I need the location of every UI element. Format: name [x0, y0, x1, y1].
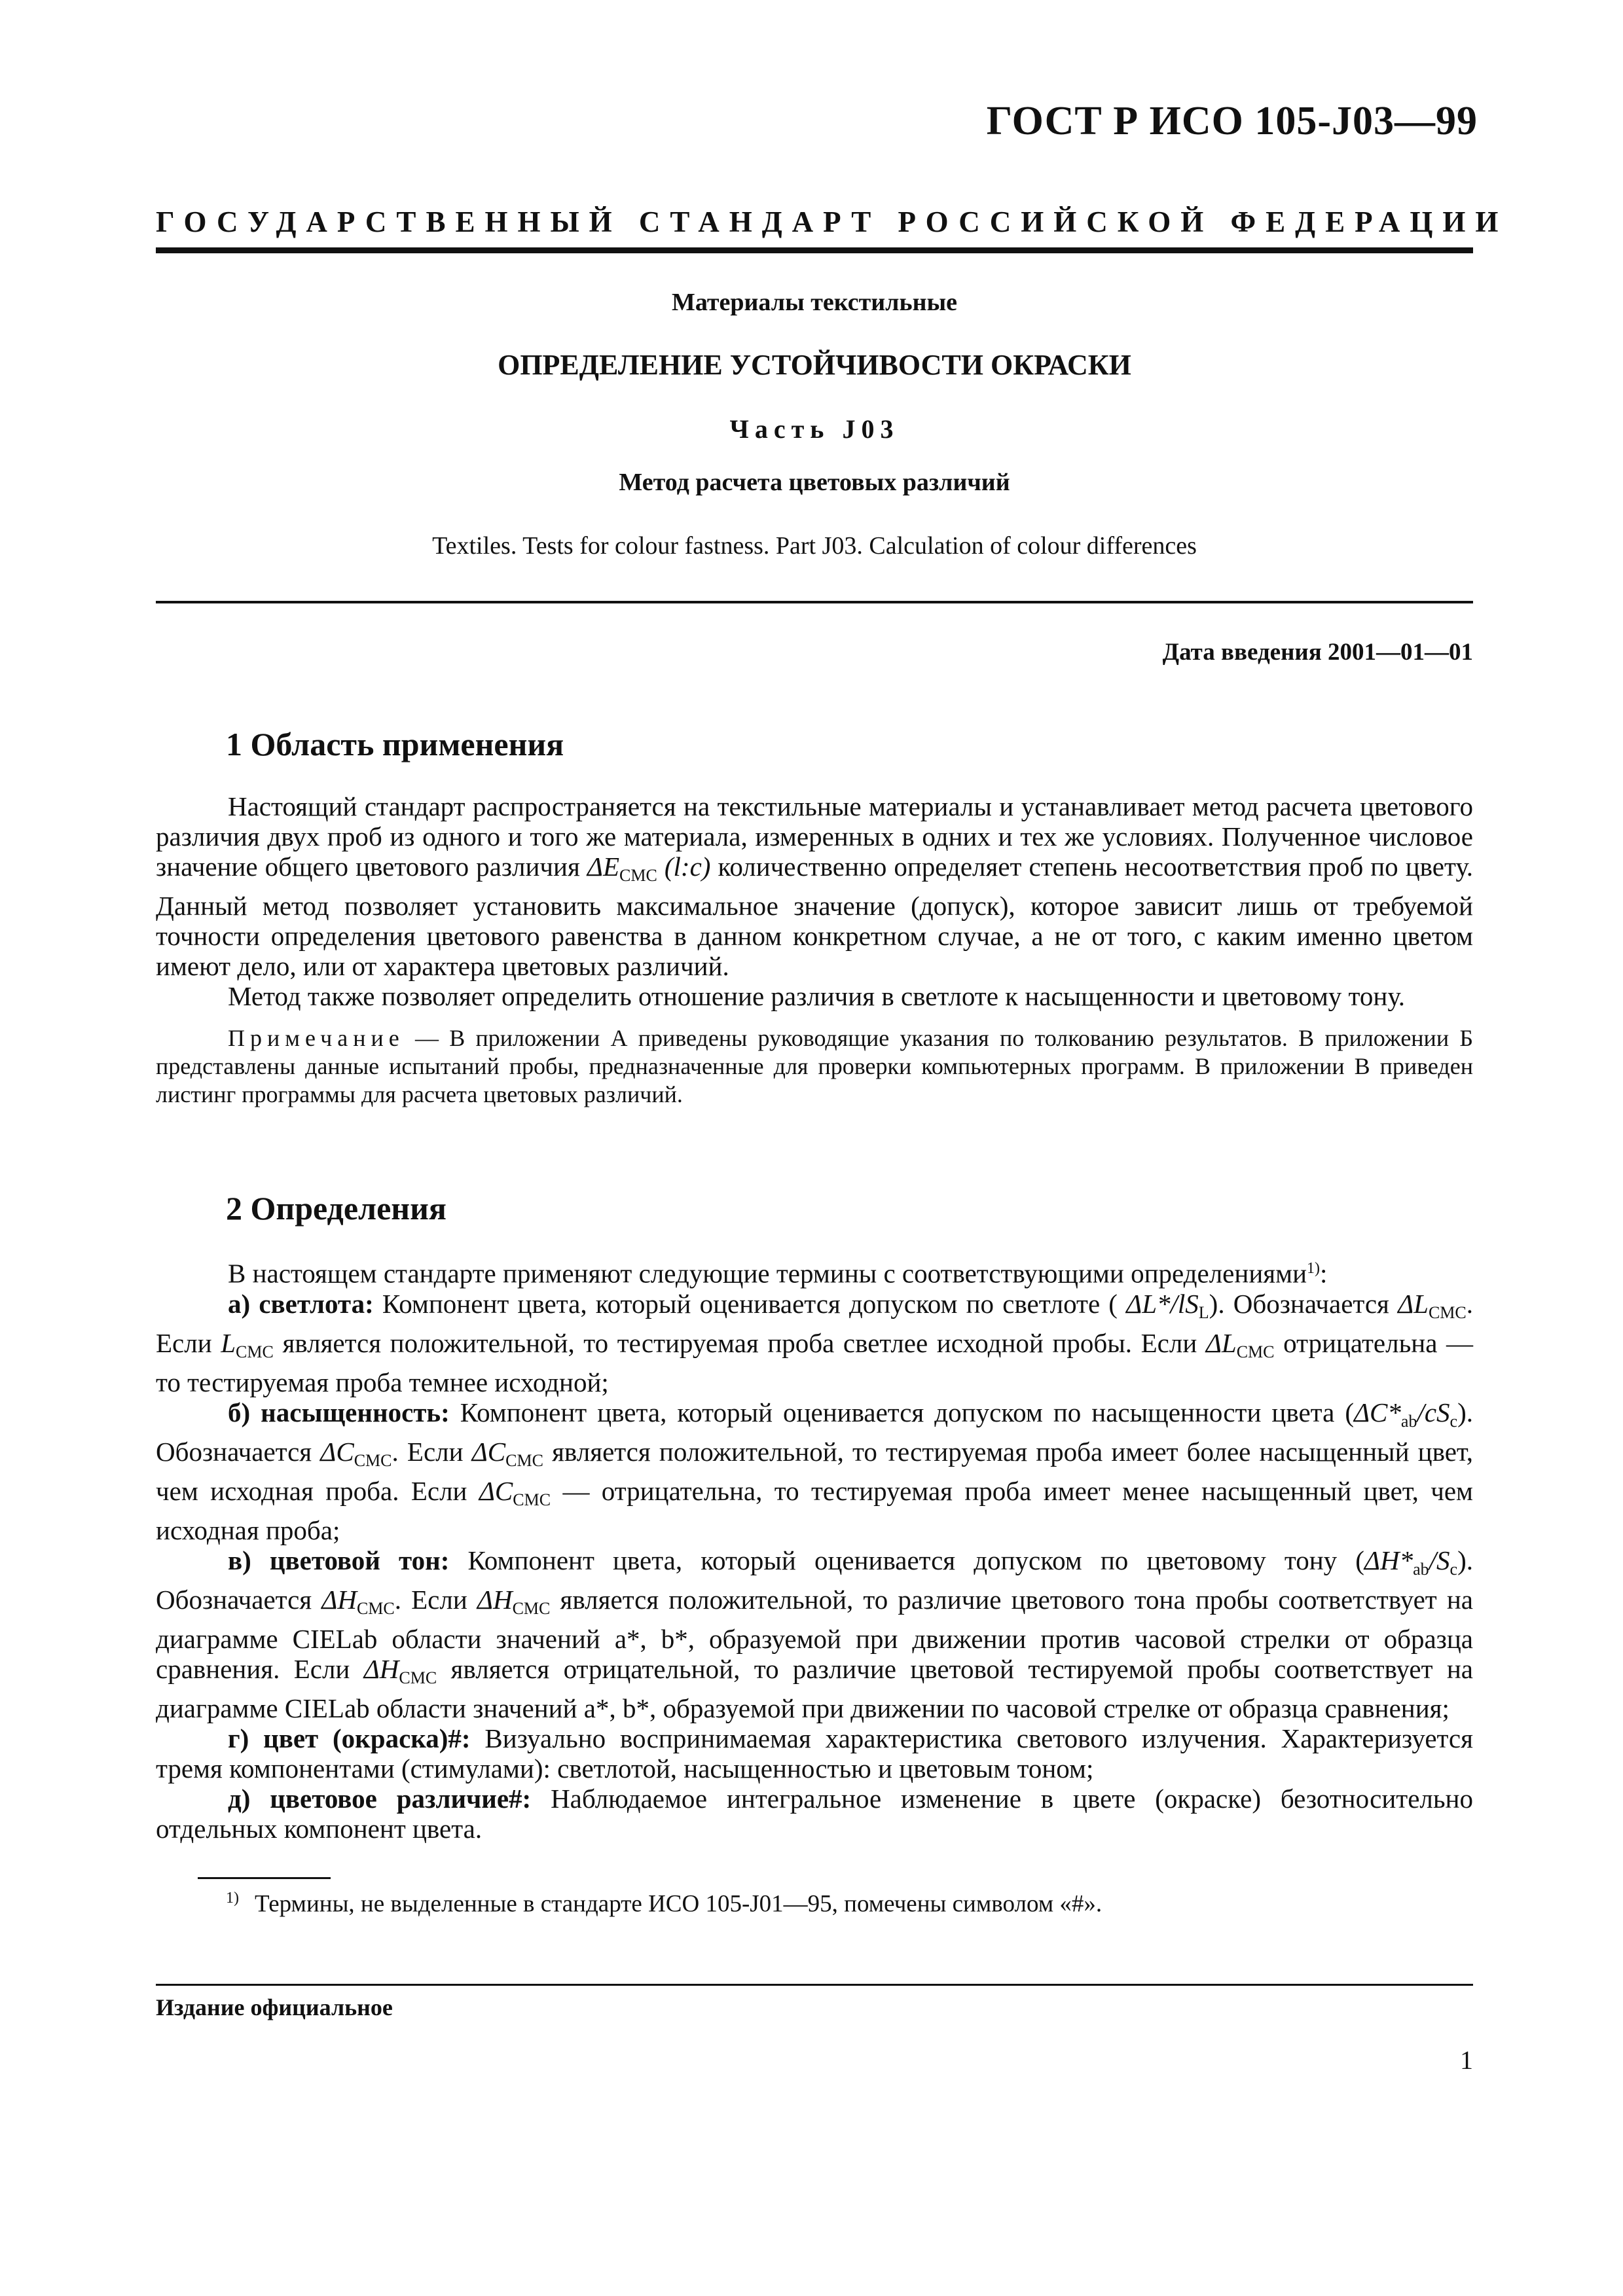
- title-subtitle: Метод расчета цветовых различий: [619, 469, 1010, 496]
- intro-date: Дата введения 2001—01—01: [1162, 639, 1473, 666]
- title-category: Материалы текстильные: [671, 289, 958, 316]
- term-chroma: б) насыщенность: Компонент цвета, который оценивается допуском по насыщенности цвета $(\Delta C*_{ab}/cS_c)$. Обозначается $\Delta C_{CMC}$. Если $\Delta C_{CMC}$ является положительной, то тестируемая проба имеет более насыщенный цвет, чем исходная проба. Если $\Delta C_{CMC}$ — отрицательна, то тестируемая проба имеет менее насыщенный цвет, чем исходная проба;: [156, 1397, 1474, 1545]
- title-rule: [156, 601, 1473, 603]
- term-lightness: а) светлота: Компонент цвета, который оценивается допуском по светлоте ( $\Delta L*/lS_L$). Обозначается $\Delta L_{CMC}$. Если $L_{CMC}$ является положительной, то тестируемая проба светлее исходной пробы. Если $\Delta L_{CMC}$ отрицательна — то тестируемая проба темнее исходной;: [156, 1288, 1473, 1397]
- footnote-rule: [198, 1877, 331, 1879]
- section-2-intro: В настоящем стандарте применяют следующие термины с соответствующими определениями$^{1)}$:: [228, 1258, 1328, 1289]
- section-1-body: [156, 791, 1473, 1109]
- footnote-mark: 1): [226, 1890, 239, 1907]
- term-hue: в) цветовой тон: Компонент цвета, который оценивается допуском по цветовому тону $(\Delta H*_{ab}/S_c)$. Обозначается $\Delta H_{CMC}$. Если $\Delta H_{CMC}$ является положительной, то различие цветового тона пробы соответствует на диаграмме CIELab области значений a*, b*, образуемой при движении против часовой стрелки от образца сравнения. Если $\Delta H_{CMC}$ является отрицательной, то различие цветовой тестируемой пробы соответствует на диаграмме CIELab области значений a*, b*, образуемой при движении по часовой стрелке от образца сравнения;: [156, 1545, 1473, 1723]
- term-colour-difference: д) цветовое различие#: Наблюдаемое интегральное изменение в цвете (окраске) безотносительно отдельных компонент цвета.: [156, 1783, 1473, 1844]
- standard-code: ГОСТ Р ИСО 105-J03—99: [986, 99, 1478, 143]
- header-rule: [156, 247, 1473, 253]
- edition-label: Издание официальное: [156, 1994, 393, 2020]
- state-standard-heading: ГОСУДАРСТВЕННЫЙ СТАНДАРТ РОССИЙСКОЙ ФЕДЕРАЦИИ: [156, 206, 1508, 238]
- section-1-paragraph-1: Настоящий стандарт распространяется на текстильные материалы и устанавливает метод расчета цветового различия двух проб из одного и того же материала, измеренных в одних и тех же условиях. Полученное числовое значение общего цветового различия $\Delta E_{CMC}$ (l:c) количественно определяет степень несоответствия проб по цвету. Данный метод позволяет установить максимальное значение (допуск), которое зависит лишь от требуемой точности определения цветового равенства в данном конкретном случае, а не от того, с каким именно цветом имеют дело, или от характера цветовых различий.: [156, 791, 1474, 981]
- section-2-body: [156, 1253, 1473, 1844]
- section-1-note: Примечание — В приложении А приведены руководящие указания по толкованию результатов. В приложении Б представлены данные испытаний пробы, предназначенные для проверки компьютерных программ. В приложении В приведен листинг программы для расчета цветовых различий.: [156, 1025, 1473, 1107]
- title-part: Часть J03: [729, 414, 900, 444]
- section-2-heading: 2 Определения: [226, 1190, 447, 1227]
- section-1-heading: 1 Область применения: [226, 726, 564, 762]
- title-english: Textiles. Tests for colour fastness. Part J03. Calculation of colour differences: [432, 532, 1197, 560]
- page-number: 1: [1460, 2045, 1473, 2075]
- footnote-text: Термины, не выделенные в стандарте ИСО 105-J01—95, помечены символом «#».: [255, 1890, 1103, 1918]
- footer-rule: [156, 1984, 1473, 1986]
- title-main: ОПРЕДЕЛЕНИЕ УСТОЙЧИВОСТИ ОКРАСКИ: [498, 349, 1131, 381]
- section-1-paragraph-2: Метод также позволяет определить отношение различия в светлоте к насыщенности и цветовому тону.: [228, 981, 1405, 1011]
- footnote: [226, 1890, 1102, 1918]
- term-colour: г) цвет (окраска)#: Визуально воспринимаемая характеристика светового излучения. Характеризуется тремя компонентами (стимулами): светлотой, насыщенностью и цветовым тоном;: [156, 1723, 1473, 1784]
